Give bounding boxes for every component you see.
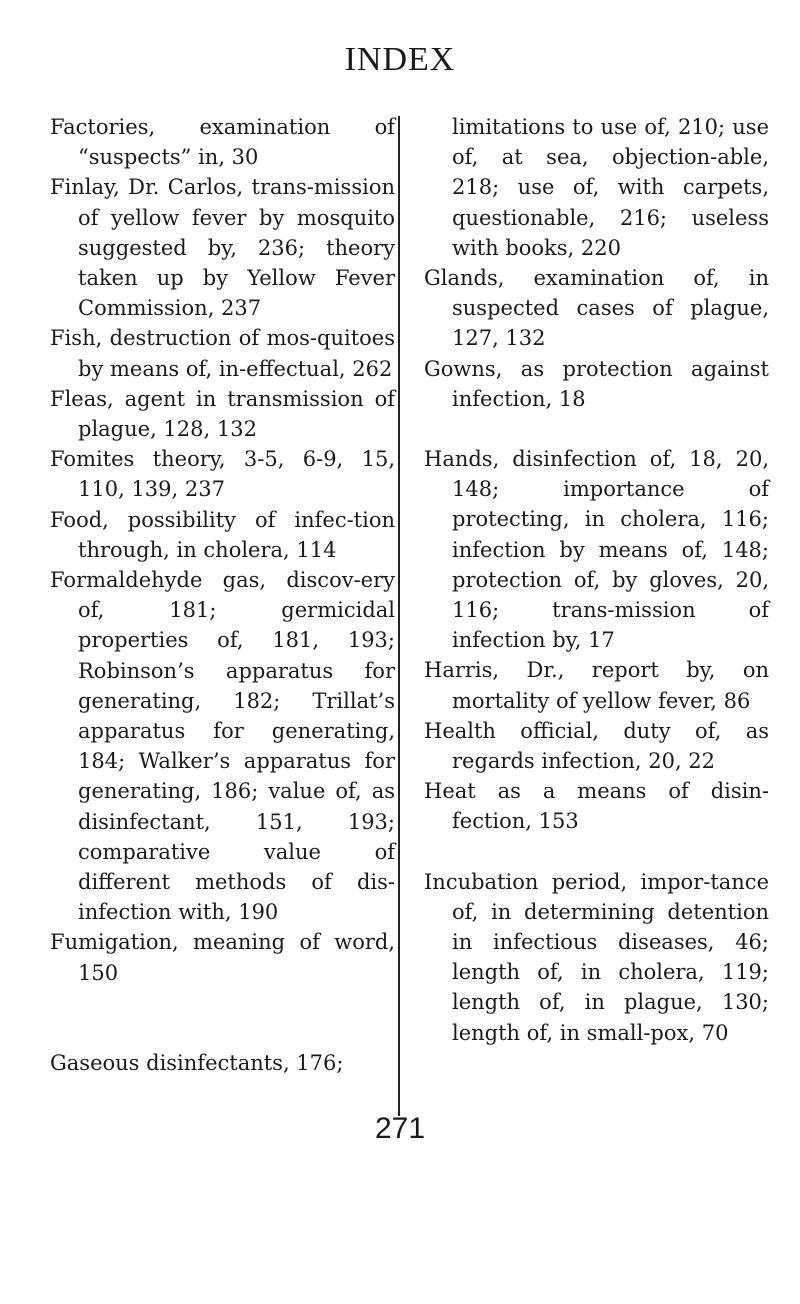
index-column-right — [424, 112, 769, 1048]
index-entry-fomites: Fomites theory, 3-5, 6-9, 15, 110, 139, 237 — [50, 447, 395, 502]
index-entry-gaseous-continued: limitations to use of, 210; use of, at sea, objection-able, 218; use of, with carpets, questionable, 216; useless with books, 220 — [452, 115, 769, 260]
index-entry-harris: Harris, Dr., report by, on mortality of yellow fever, 86 — [424, 658, 769, 713]
column-divider — [398, 116, 400, 1116]
index-entry-health-official: Health official, duty of, as regards infection, 20, 22 — [424, 718, 769, 774]
index-entry-glands: Glands, examination of, in suspected cases of plague, 127, 132 — [424, 266, 769, 351]
index-entry-incubation: Incubation period, impor-tance of, in determining detention in infectious diseases, 46; length of, in cholera, 119; length of, in plague, 130; length of, in small-pox, 70 — [424, 869, 769, 1045]
index-entry-factories: Factories, examination of “suspects” in, 30 — [50, 115, 395, 170]
index-column-left — [50, 112, 395, 1078]
index-entry-gaseous: Gaseous disinfectants, 176; — [50, 1050, 344, 1075]
index-entry-gowns: Gowns, as protection against infection, 18 — [424, 356, 769, 411]
index-entry-formaldehyde: Formaldehyde gas, discov-ery of, 181; germicidal properties of, 181, 193; Robinson’s apparatus for generating, 182; Trillat’s apparatus for generating, 184; Walker’s apparatus for generating, 186; value of, as disinfectant, 151, 193; comparative value of different methods of dis-infection with, 190 — [50, 568, 395, 925]
page-number: 271 — [374, 1112, 426, 1145]
index-entry-fumigation: Fumigation, meaning of word, 150 — [50, 930, 395, 985]
index-entry-fish: Fish, destruction of mos-quitoes by means of, in-effectual, 262 — [50, 326, 395, 381]
index-entry-heat: Heat as a means of disin-fection, 153 — [424, 779, 769, 834]
index-entry-finlay: Finlay, Dr. Carlos, trans-mission of yellow fever by mosquito suggested by, 236; theory taken up by Yellow Fever Commission, 237 — [50, 175, 395, 321]
index-entry-food: Food, possibility of infec-tion through, in cholera, 114 — [50, 507, 395, 562]
page-title: INDEX — [344, 41, 456, 78]
index-entry-hands: Hands, disinfection of, 18, 20, 148; importance of protecting, in cholera, 116; infection by means of, 148; protection of, by gloves, 20, 116; trans-mission of infection by, 17 — [424, 447, 769, 653]
index-entry-fleas: Fleas, agent in transmission of plague, 128, 132 — [50, 386, 395, 442]
